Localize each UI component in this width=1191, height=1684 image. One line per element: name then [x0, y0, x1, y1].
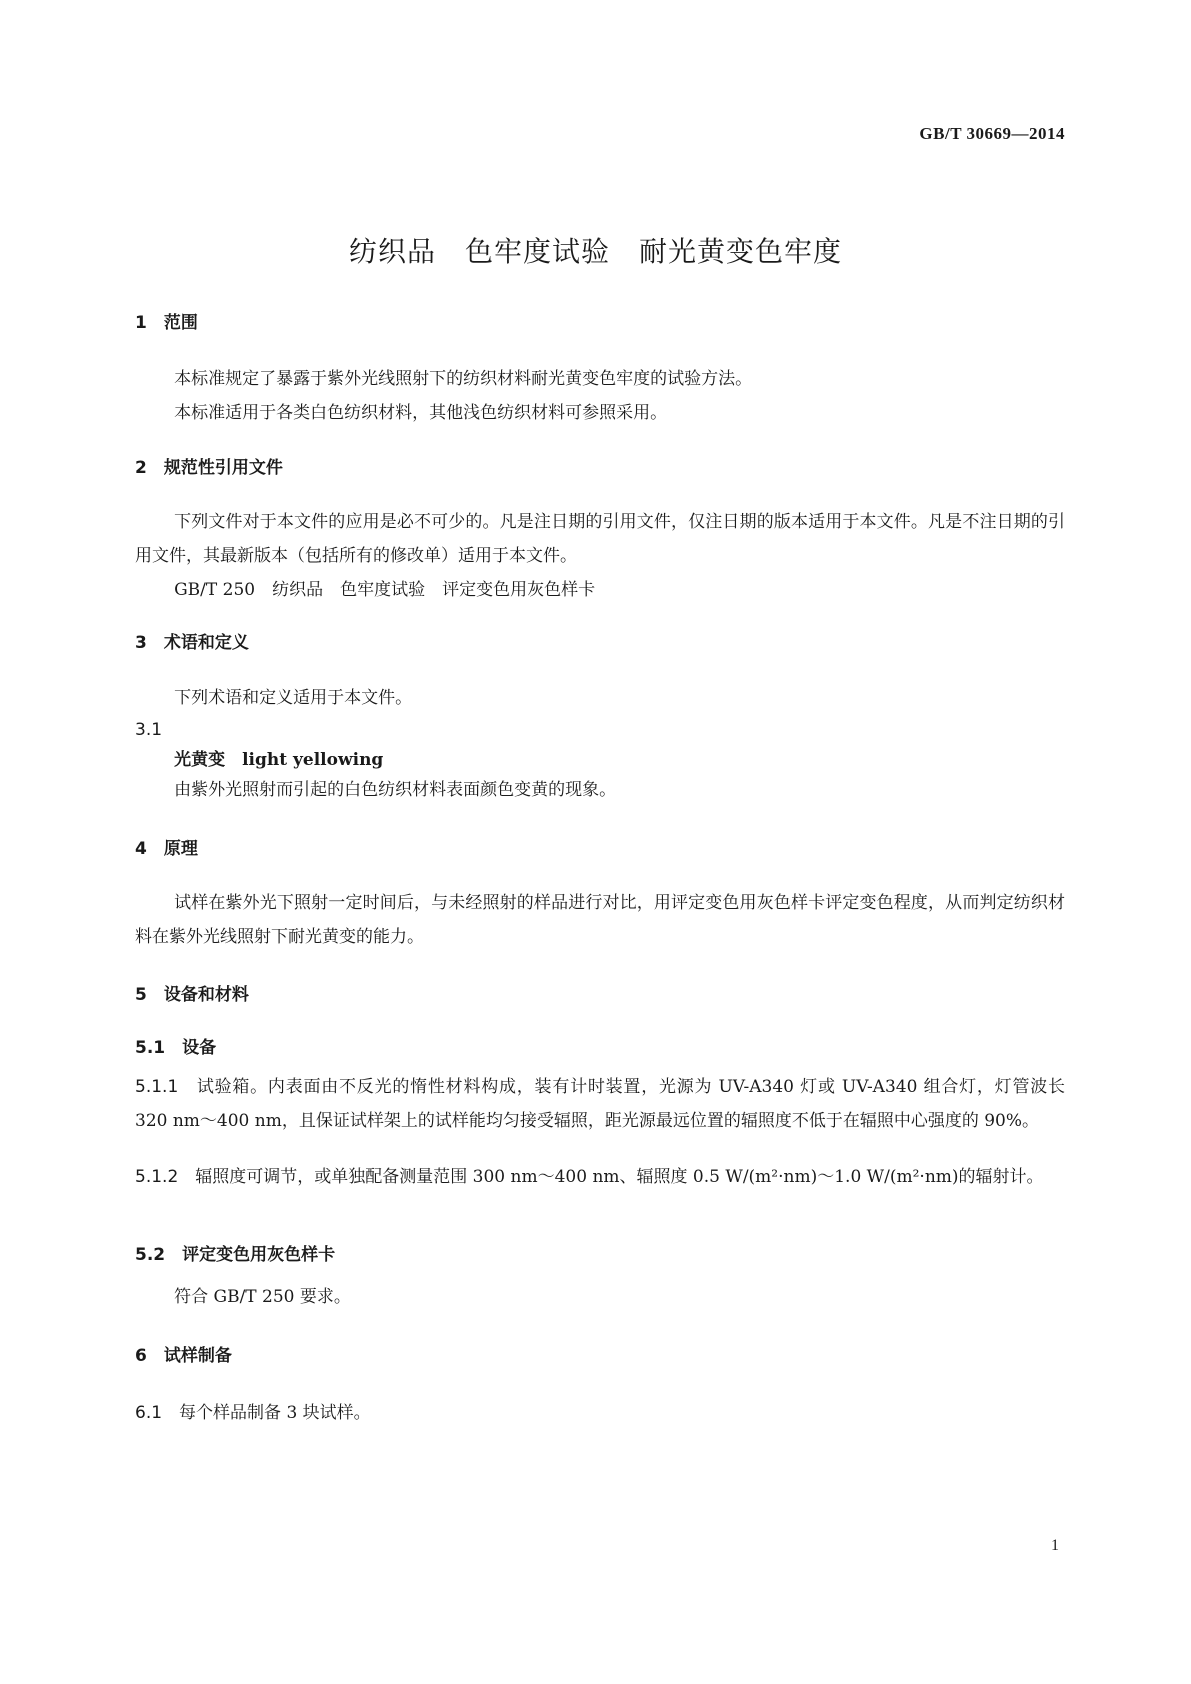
section-4-body	[135, 886, 1065, 954]
section-1-body	[135, 362, 1065, 430]
section-3-heading: 3 术语和定义	[135, 633, 249, 653]
section-1-para-2: 本标准适用于各类白色纺织材料，其他浅色纺织材料可参照采用。	[174, 403, 668, 423]
item-6-1-text: 每个样品制备 3 块试样。	[179, 1403, 371, 1423]
item-5-1-1	[135, 1070, 1065, 1138]
item-5-1-2	[135, 1160, 1065, 1194]
document-title: 纺织品 色牢度试验 耐光黄变色牢度	[348, 235, 842, 268]
term-number: 3.1	[135, 720, 163, 740]
item-6-1	[135, 1396, 1065, 1430]
section-4-para-1: 试样在紫外光下照射一定时间后，与未经照射的样品进行对比，用评定变色用灰色样卡评定变色程度，从而判定纺织材料在紫外光线照射下耐光黄变的能力。	[135, 893, 1065, 947]
normative-reference: GB/T 250 纺织品 色牢度试验 评定变色用灰色样卡	[174, 580, 596, 600]
section-3-para-1: 下列术语和定义适用于本文件。	[174, 688, 413, 708]
section-5-1-heading: 5.1 设备	[135, 1038, 217, 1058]
section-2-body	[135, 505, 1065, 607]
section-6-heading: 6 试样制备	[135, 1346, 232, 1366]
item-6-1-number: 6.1	[135, 1403, 163, 1423]
section-2-para-1: 下列文件对于本文件的应用是必不可少的。凡是注日期的引用文件，仅注日期的版本适用于本文件。凡是不注日期的引用文件，其最新版本（包括所有的修改单）适用于本文件。	[135, 512, 1065, 566]
section-1-heading: 1 范围	[135, 313, 198, 333]
item-5-1-1-text: 试验箱。内表面由不反光的惰性材料构成，装有计时装置，光源为 UV-A340 灯或 UV-A340 组合灯，灯管波长 320 nm～400 nm，且保证试样架上的试样能均匀接受辐照，距光源最远位置的辐照度不低于在辐照中心强度的 90%。	[135, 1077, 1066, 1131]
section-3-body	[135, 681, 1065, 805]
term-name: 光黄变 light yellowing	[174, 750, 384, 770]
item-5-1-2-text: 辐照度可调节，或单独配备测量范围 300 nm～400 nm、辐照度 0.5 W/(m²·nm)～1.0 W/(m²·nm)的辐射计。	[195, 1167, 1044, 1187]
section-5-2-para: 符合 GB/T 250 要求。	[174, 1287, 351, 1307]
section-5-2-heading: 5.2 评定变色用灰色样卡	[135, 1245, 336, 1265]
section-5-heading: 5 设备和材料	[135, 985, 249, 1005]
standard-code: GB/T 30669—2014	[919, 124, 1065, 143]
item-5-1-2-number: 5.1.2	[135, 1167, 179, 1187]
section-1-para-1: 本标准规定了暴露于紫外光线照射下的纺织材料耐光黄变色牢度的试验方法。	[174, 369, 753, 389]
section-5-2-body	[135, 1280, 1065, 1314]
section-2-heading: 2 规范性引用文件	[135, 458, 283, 478]
item-5-1-1-number: 5.1.1	[135, 1077, 179, 1097]
term-definition: 由紫外光照射而引起的白色纺织材料表面颜色变黄的现象。	[174, 780, 617, 800]
page-number: 1	[1051, 1537, 1059, 1554]
section-4-heading: 4 原理	[135, 839, 198, 859]
